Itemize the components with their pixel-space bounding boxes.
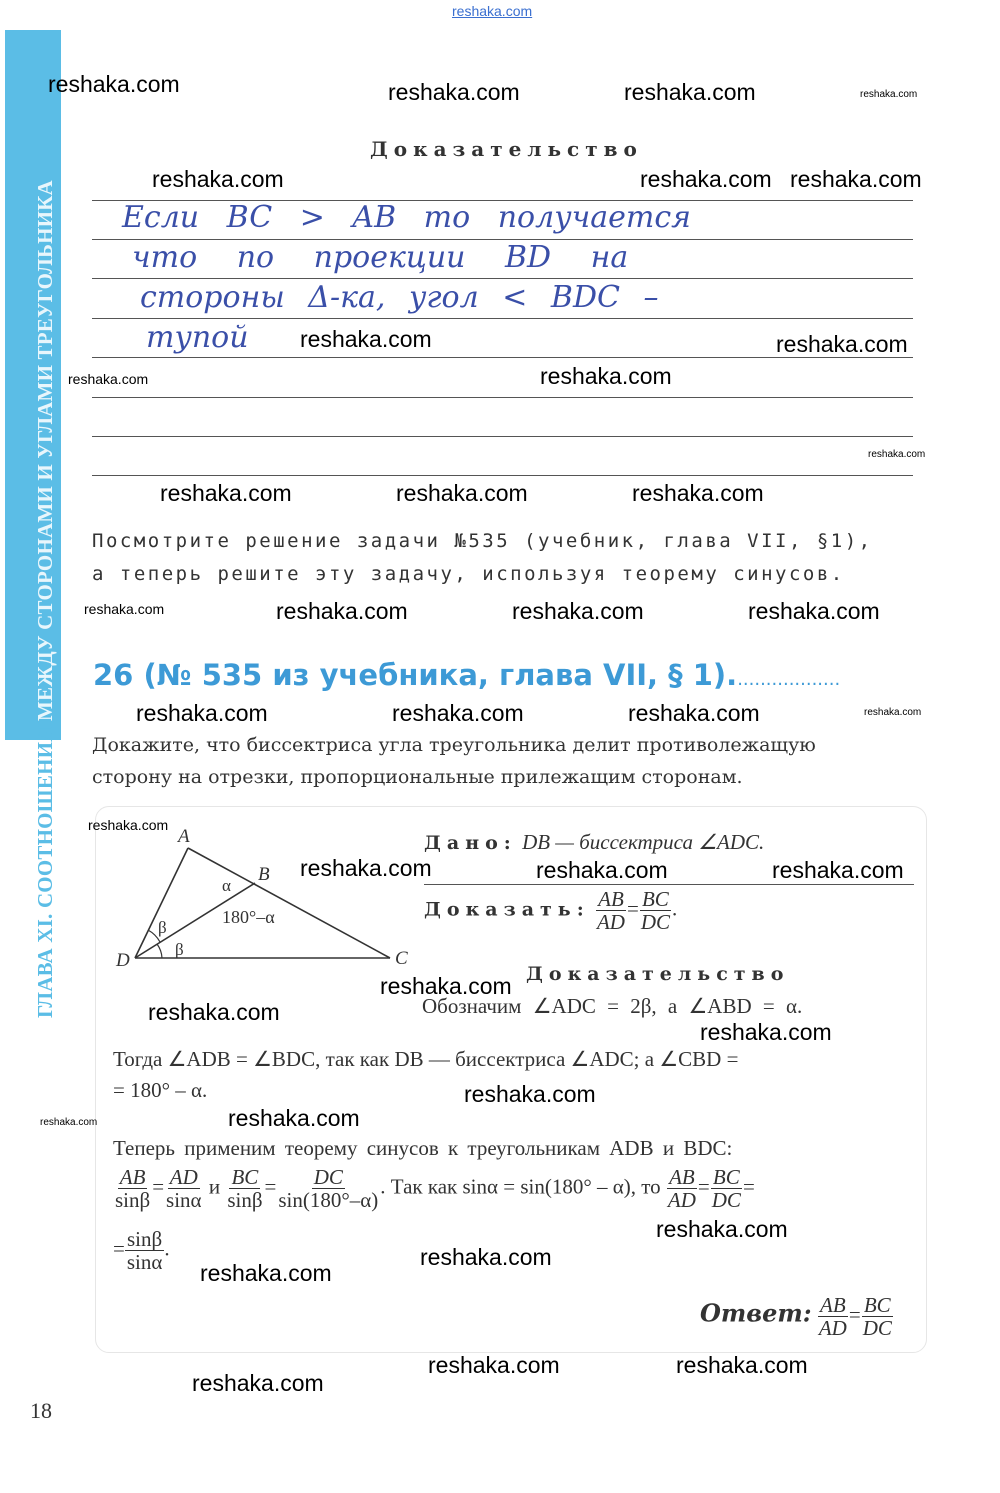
proof-heading: Доказательство	[370, 137, 643, 161]
watermark: reshaka.com	[84, 601, 165, 617]
angle-label-180-alpha: 180°–α	[222, 907, 275, 927]
watermark: reshaka.com	[676, 1352, 808, 1378]
watermark: reshaka.com	[276, 598, 408, 624]
watermark: reshaka.com	[396, 480, 528, 506]
angle-label-beta-upper: β	[158, 918, 167, 937]
watermark: reshaka.com	[640, 166, 772, 192]
chapter-title-vertical: ГЛАВА XI. СООТНОШЕНИЯ МЕЖДУ СТОРОНАМИ И УГЛАМИ ТРЕУГОЛЬНИКА	[33, 180, 57, 1018]
handwritten-line: стороны Δ-ка, угол < BDC –	[140, 280, 659, 315]
watermark: reshaka.com	[48, 71, 180, 97]
given-statement: Дано: DB — биссектриса ∠ADC.	[424, 830, 765, 854]
proof-paragraph-2b: = 180° – α.	[113, 1078, 208, 1102]
watermark: reshaka.com	[136, 700, 268, 726]
page-number: 18	[30, 1398, 52, 1423]
watermark: reshaka.com	[160, 480, 292, 506]
top-site-link[interactable]: reshaka.com	[452, 3, 533, 19]
watermark: reshaka.com	[300, 855, 432, 881]
sine-ratio-result: = $\frac{\sin\beta}{\sin\alpha}$ .	[113, 1227, 170, 1275]
task-text-line-2: сторону на отрезки, пропорциональные прилежащим сторонам.	[92, 766, 743, 788]
watermark: reshaka.com	[772, 857, 904, 883]
watermark: reshaka.com	[68, 371, 149, 387]
watermark: reshaka.com	[192, 1370, 324, 1396]
watermark: reshaka.com	[464, 1081, 596, 1107]
watermark: reshaka.com	[536, 857, 668, 883]
watermark: reshaka.com	[700, 1019, 832, 1045]
watermark: reshaka.com	[790, 166, 922, 192]
watermark: reshaka.com	[624, 79, 756, 105]
angle-arc-inner	[157, 944, 162, 958]
proof-paragraph-3: Теперь применим теорему синусов к треугольникам ADB и BDC:	[113, 1136, 733, 1160]
handwritten-line: Если BC > AB то получается	[122, 200, 692, 235]
watermark: reshaka.com	[392, 700, 524, 726]
watermark: reshaka.com	[420, 1244, 552, 1270]
instruction-line-1: Посмотрите решение задачи №535 (учебник, глава VII, §1),	[92, 530, 873, 552]
instruction-line-2: а теперь решите эту задачу, используя теорему синусов.	[92, 563, 845, 585]
watermark: reshaka.com	[388, 79, 520, 105]
vertex-label-c: C	[395, 948, 408, 969]
handwritten-line: что по проекции BD на	[132, 240, 629, 275]
watermark: reshaka.com	[860, 89, 918, 100]
handwritten-line: тупой	[146, 320, 249, 355]
task-text-line-1: Докажите, что биссектриса угла треугольника делит противолежащую	[92, 734, 816, 756]
watermark: reshaka.com	[88, 817, 169, 833]
vertex-label-b: B	[258, 864, 270, 885]
watermark: reshaka.com	[868, 449, 926, 460]
task-title: 26 (№ 535 из учебника, глава VII, § 1)...................	[93, 658, 841, 692]
proof-paragraph-2a: Тогда ∠ADB = ∠BDC, так как DB — биссектриса ∠ADC; а ∠CBD =	[113, 1047, 739, 1071]
angle-label-beta-lower: β	[175, 940, 184, 959]
vertex-label-d: D	[116, 950, 130, 971]
watermark: reshaka.com	[864, 707, 922, 718]
watermark: reshaka.com	[748, 598, 880, 624]
watermark: reshaka.com	[300, 326, 432, 352]
watermark: reshaka.com	[540, 363, 672, 389]
watermark: reshaka.com	[776, 331, 908, 357]
proof-paragraph-1: Обозначим ∠ADC = 2β, а ∠ABD = α.	[422, 994, 803, 1018]
watermark: reshaka.com	[152, 166, 284, 192]
vertex-label-a: A	[178, 826, 190, 847]
answer: Ответ: $\frac{AB}{AD}$ = $\frac{BC}{DC}$	[700, 1293, 892, 1341]
prove-statement: Доказать: $\frac{AB}{AD}$ = $\frac{BC}{DC}$ .	[424, 887, 678, 935]
proof-subheading: Доказательство	[526, 963, 790, 985]
watermark: reshaka.com	[380, 973, 512, 999]
watermark: reshaka.com	[40, 1117, 98, 1128]
watermark: reshaka.com	[148, 999, 280, 1025]
angle-label-alpha: α	[222, 876, 231, 895]
watermark: reshaka.com	[512, 598, 644, 624]
watermark: reshaka.com	[656, 1216, 788, 1242]
given-divider	[424, 884, 914, 885]
watermark: reshaka.com	[632, 480, 764, 506]
watermark: reshaka.com	[628, 700, 760, 726]
watermark: reshaka.com	[428, 1352, 560, 1378]
watermark: reshaka.com	[200, 1260, 332, 1286]
watermark: reshaka.com	[228, 1105, 360, 1131]
sine-theorem-equations: $\frac{AB}{\sin\beta}$ = $\frac{AD}{\sin\alpha}$ и $\frac{BC}{\sin\beta}$ = $\frac{DC}{\sin(180^\circ-\alpha)}$ . Так как sinα = sin(180° – α), то $\frac{AB}{AD}$ = $\frac{BC}{DC}$ =	[115, 1165, 755, 1213]
